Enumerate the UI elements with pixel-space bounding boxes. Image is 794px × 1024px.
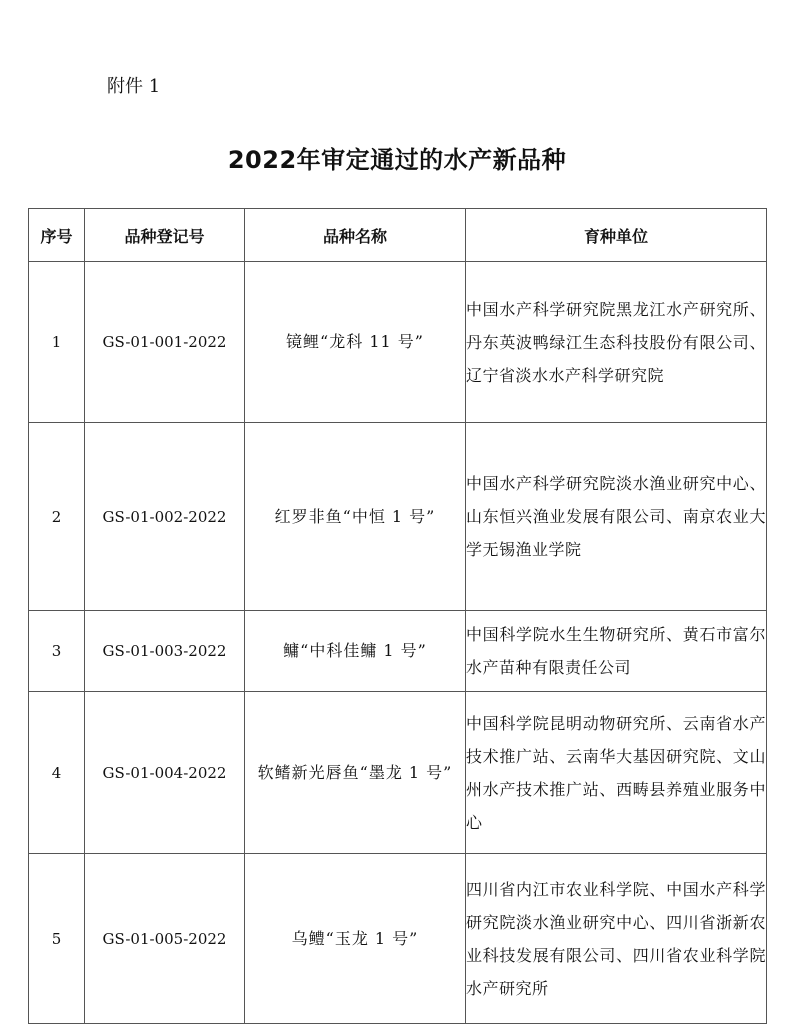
cell-seq: 5	[29, 854, 85, 1024]
table-header-row	[29, 209, 767, 262]
cell-unit: 中国科学院昆明动物研究所、云南省水产技术推广站、云南华大基因研究院、文山州水产技术推广站、西畴县养殖业服务中心	[466, 692, 767, 854]
table-row	[29, 423, 767, 611]
cell-unit: 中国水产科学研究院黑龙江水产研究所、丹东英波鸭绿江生态科技股份有限公司、辽宁省淡水水产科学研究院	[466, 262, 767, 423]
table-row	[29, 611, 767, 692]
table-row	[29, 692, 767, 854]
varieties-table	[28, 208, 767, 1024]
cell-name: 鳙“中科佳鳙 1 号”	[245, 611, 466, 692]
cell-seq: 2	[29, 423, 85, 611]
cell-seq: 4	[29, 692, 85, 854]
header-seq: 序号	[29, 209, 85, 262]
cell-unit: 中国科学院水生生物研究所、黄石市富尔水产苗种有限责任公司	[466, 611, 767, 692]
cell-seq: 3	[29, 611, 85, 692]
cell-reg-no: GS-01-001-2022	[85, 262, 245, 423]
attachment-label: 附件 1	[107, 76, 161, 97]
header-unit: 育种单位	[466, 209, 767, 262]
table-row	[29, 854, 767, 1024]
cell-name: 乌鳢“玉龙 1 号”	[245, 854, 466, 1024]
cell-unit: 中国水产科学研究院淡水渔业研究中心、山东恒兴渔业发展有限公司、南京农业大学无锡渔业学院	[466, 423, 767, 611]
cell-seq: 1	[29, 262, 85, 423]
table-row	[29, 262, 767, 423]
cell-reg-no: GS-01-005-2022	[85, 854, 245, 1024]
cell-reg-no: GS-01-004-2022	[85, 692, 245, 854]
header-reg-no: 品种登记号	[85, 209, 245, 262]
cell-name: 镜鲤“龙科 11 号”	[245, 262, 466, 423]
header-name: 品种名称	[245, 209, 466, 262]
page-title: 2022年审定通过的水产新品种	[227, 146, 567, 174]
cell-name: 红罗非鱼“中恒 1 号”	[245, 423, 466, 611]
cell-reg-no: GS-01-002-2022	[85, 423, 245, 611]
cell-name: 软鳍新光唇鱼“墨龙 1 号”	[245, 692, 466, 854]
cell-unit: 四川省内江市农业科学院、中国水产科学研究院淡水渔业研究中心、四川省浙新农业科技发展有限公司、四川省农业科学院水产研究所	[466, 854, 767, 1024]
cell-reg-no: GS-01-003-2022	[85, 611, 245, 692]
